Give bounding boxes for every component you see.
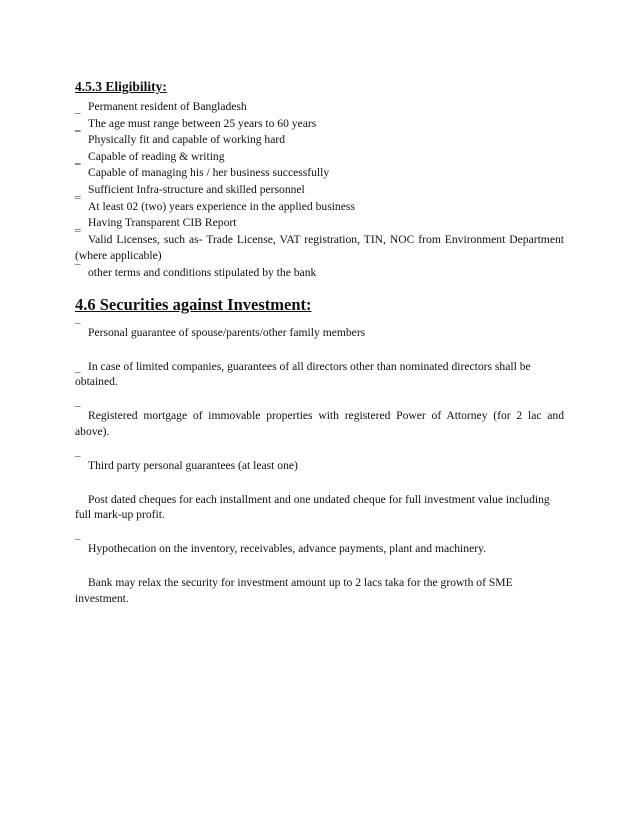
securities-item: _ In case of limited companies, guarantees of all directors other than nominated directors shall be obtained. bbox=[75, 359, 531, 389]
document-page bbox=[75, 78, 564, 625]
bullet-icon: _ bbox=[75, 361, 81, 374]
bullet-icon: _ bbox=[75, 103, 81, 115]
bullet-icon: ¯ bbox=[75, 405, 81, 418]
eligibility-item: ¯ Capable of managing his / her business successfully bbox=[75, 163, 330, 180]
securities-item: ¯ Third party personal guarantees (at least one) bbox=[75, 454, 298, 472]
eligibility-item: ¯ other terms and conditions stipulated by the bank bbox=[75, 262, 317, 279]
eligibility-item: ¯ At least 02 (two) years experience in the applied business bbox=[75, 196, 355, 213]
eligibility-item: _ Sufficient Infra-structure and skilled personnel bbox=[75, 182, 564, 199]
bullet-icon: _ bbox=[75, 119, 81, 132]
securities-heading: 4.6 Securities against Investment: bbox=[75, 294, 312, 314]
securities-item: Bank may relax the security for investment amount up to 2 lacs taka for the growth of SME investment. bbox=[75, 576, 513, 605]
bullet-icon: ¯ bbox=[75, 454, 81, 467]
bullet-icon: _ bbox=[75, 185, 81, 198]
securities-item: ¯ Hypothecation on the inventory, receivables, advance payments, plant and machinery. bbox=[75, 538, 487, 556]
eligibility-list bbox=[75, 99, 564, 282]
bullet-icon: ¯ bbox=[75, 229, 81, 242]
eligibility-heading: 4.5.3 Eligibility: bbox=[75, 79, 167, 94]
bullet-icon: ¯ bbox=[75, 262, 81, 275]
securities-item: ¯ Personal guarantee of spouse/parents/other family members bbox=[75, 321, 366, 339]
securities-list bbox=[75, 321, 564, 607]
bullet-icon: ¯ bbox=[75, 321, 81, 334]
bullet-icon: ¯ bbox=[75, 538, 81, 551]
bullet-icon: ¯ bbox=[75, 163, 81, 176]
eligibility-item: _ Permanent resident of Bangladesh bbox=[75, 99, 564, 116]
bullet-icon: _ bbox=[75, 152, 81, 165]
eligibility-item: _ The age must range between 25 years to 60 years bbox=[75, 116, 564, 133]
eligibility-item: ¯ Valid Licenses, such as- Trade License, VAT registration, TIN, NOC from Environment Department (where applicable) bbox=[75, 229, 564, 263]
bullet-icon: ¯ bbox=[75, 196, 81, 209]
bullet-icon: ¯ bbox=[75, 130, 81, 143]
securities-item: ¯ Registered mortgage of immovable properties with registered Power of Attorney (for 2 lac and above). bbox=[75, 405, 564, 438]
eligibility-item: ¯ Physically fit and capable of working hard bbox=[75, 130, 286, 147]
eligibility-item: _ Having Transparent CIB Report bbox=[75, 215, 564, 232]
bullet-icon: _ bbox=[75, 219, 81, 232]
securities-item: Post dated cheques for each installment and one undated cheque for full investment value including full mark-up profit. bbox=[75, 492, 550, 522]
eligibility-item: _ Capable of reading & writing bbox=[75, 149, 564, 166]
